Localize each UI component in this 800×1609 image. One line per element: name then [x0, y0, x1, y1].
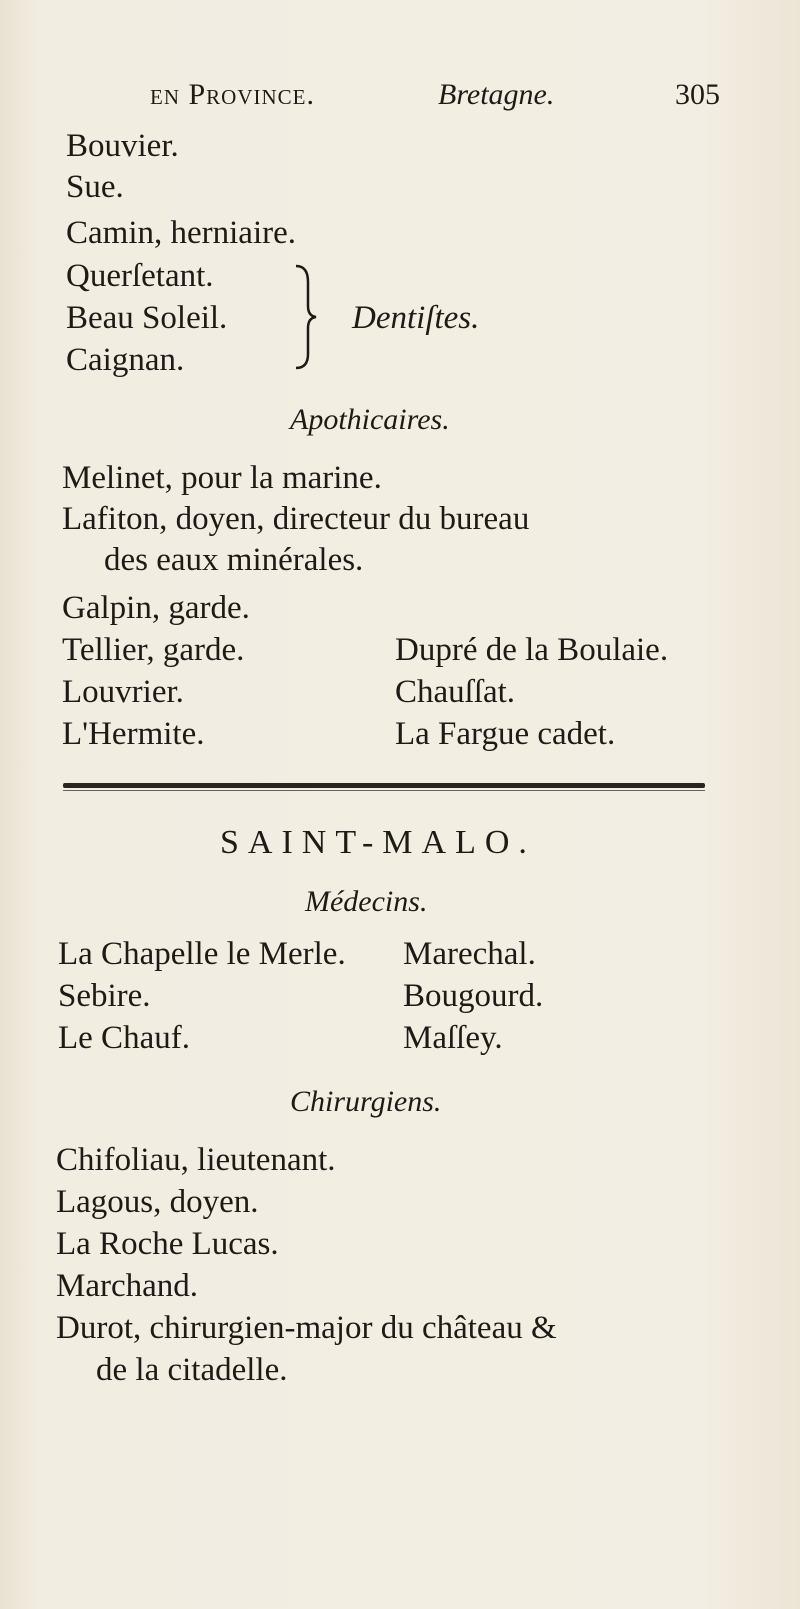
- section-divider-thin: [63, 790, 705, 791]
- section-title-saint-malo: SAINT-MALO.: [220, 824, 536, 861]
- entry-chifoliau: Chifoliau, lieutenant.: [56, 1142, 336, 1178]
- entry-lhermite: L'Hermite.: [62, 716, 205, 752]
- page-number: 305: [675, 78, 720, 111]
- entry-chaussat: Chauſſat.: [395, 674, 516, 710]
- dentistes-label: Dentiſtes.: [352, 300, 480, 336]
- entry-quersetant: Querſetant.: [66, 258, 214, 294]
- entry-dupre: Dupré de la Boulaie.: [395, 632, 669, 668]
- curly-brace-icon: [290, 262, 320, 372]
- entry-marchand: Marchand.: [56, 1268, 199, 1304]
- region-name: Bretagne.: [438, 78, 555, 111]
- medecins-heading: Médecins.: [305, 885, 428, 918]
- entry-roche-lucas: La Roche Lucas.: [56, 1226, 279, 1262]
- entry-bouvier: Bouvier.: [66, 128, 179, 164]
- chirurgiens-heading: Chirurgiens.: [290, 1085, 442, 1118]
- entry-sebire: Sebire.: [58, 978, 151, 1014]
- entry-durot-continued: de la citadelle.: [96, 1352, 288, 1388]
- entry-marechal: Marechal.: [403, 936, 536, 972]
- entry-melinet: Melinet, pour la marine.: [62, 460, 382, 496]
- entry-chapelle: La Chapelle le Merle.: [58, 936, 346, 972]
- entry-lagous: Lagous, doyen.: [56, 1184, 259, 1220]
- entry-beau-soleil: Beau Soleil.: [66, 300, 228, 336]
- entry-sue: Sue.: [66, 169, 124, 205]
- entry-louvrier: Louvrier.: [62, 674, 184, 710]
- section-divider: [63, 783, 705, 788]
- entry-camin: Camin, herniaire.: [66, 215, 297, 251]
- entry-caignan: Caignan.: [66, 342, 185, 378]
- entry-lafiton: Lafiton, doyen, directeur du bureau: [62, 501, 530, 537]
- page-header: [150, 78, 720, 118]
- entry-bougourd: Bougourd.: [403, 978, 544, 1014]
- entry-tellier: Tellier, garde.: [62, 632, 245, 668]
- entry-galpin: Galpin, garde.: [62, 590, 250, 626]
- apothicaires-heading: Apothicaires.: [290, 403, 450, 436]
- running-head: en Province.: [150, 78, 316, 111]
- entry-lafiton-continued: des eaux minérales.: [104, 542, 364, 578]
- entry-chauf: Le Chauf.: [58, 1020, 190, 1056]
- entry-durot: Durot, chirurgien-major du château &: [56, 1310, 557, 1346]
- entry-massey: Maſſey.: [403, 1020, 503, 1056]
- entry-la-fargue: La Fargue cadet.: [395, 716, 616, 752]
